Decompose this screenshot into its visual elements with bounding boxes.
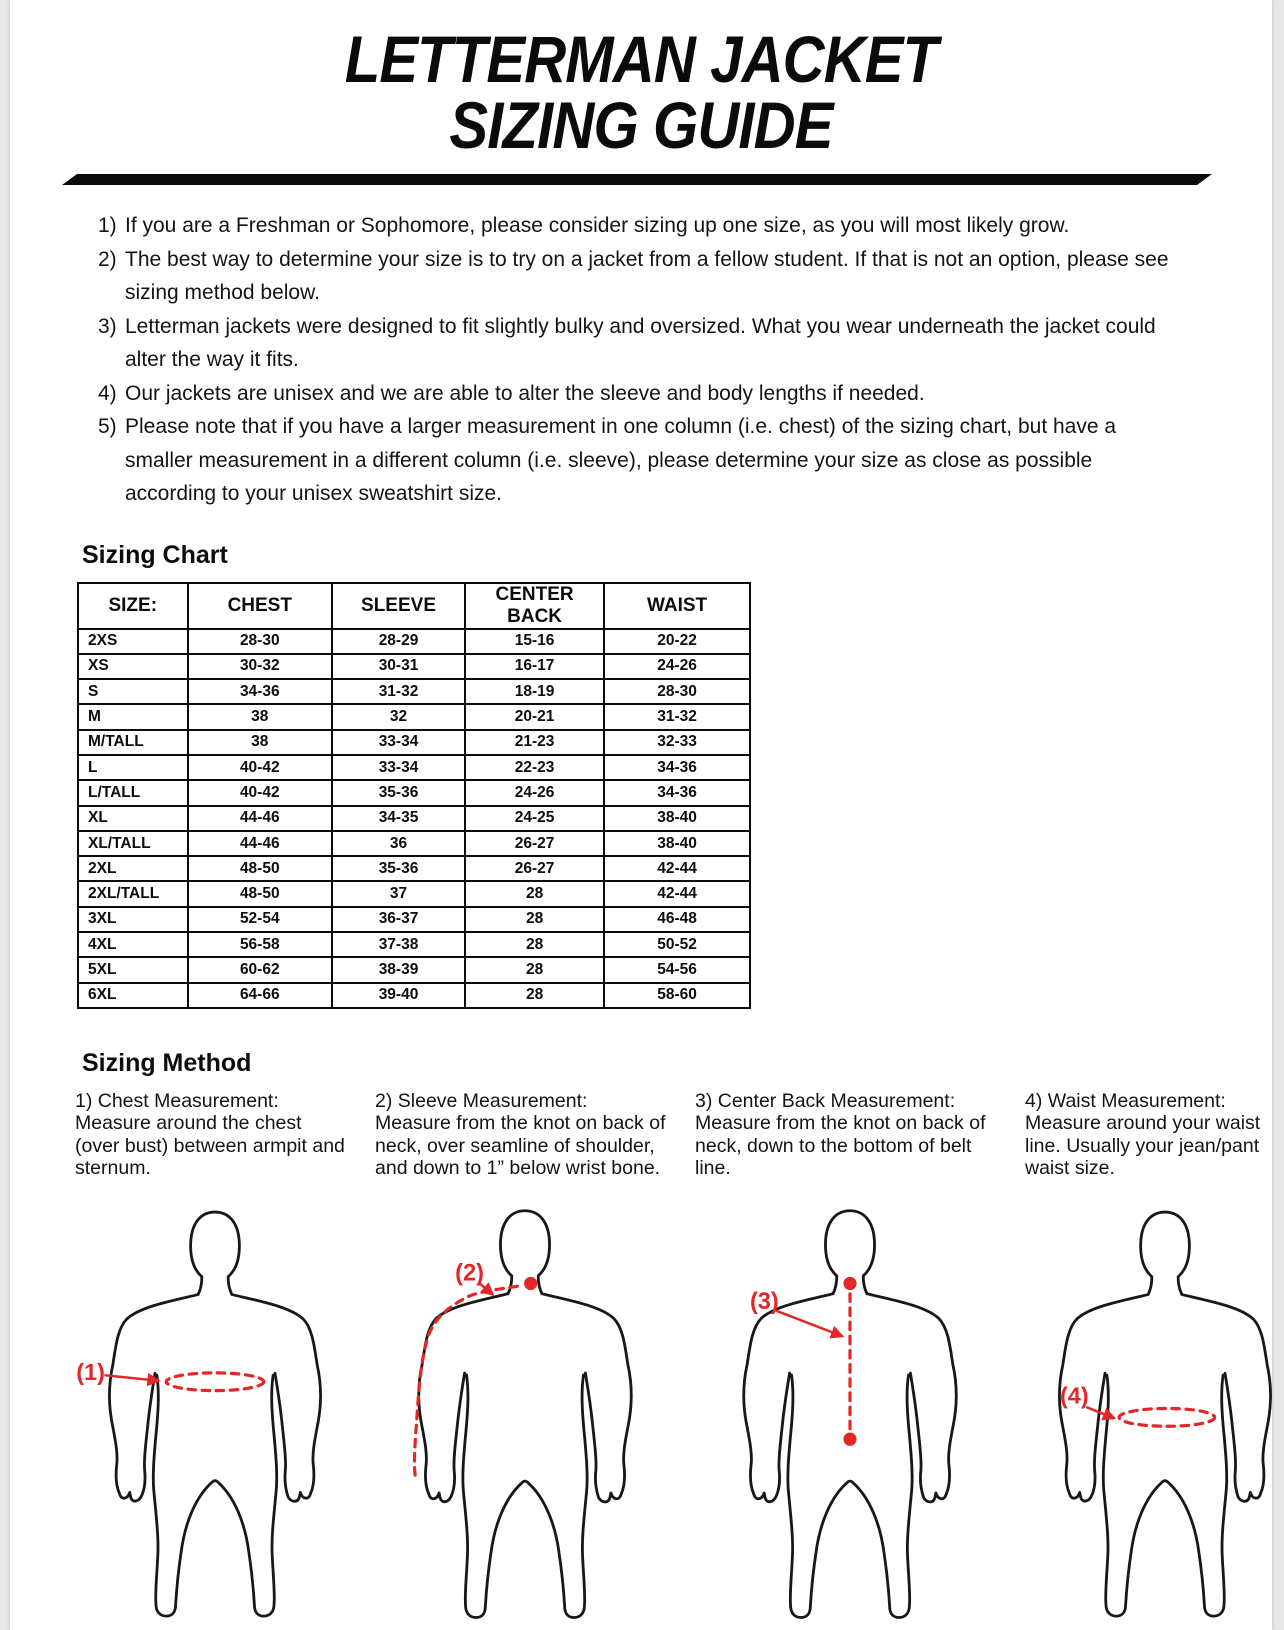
- table-cell: 38: [188, 704, 332, 729]
- table-cell: 28: [465, 957, 604, 982]
- table-cell: 28-30: [604, 679, 750, 704]
- method-item-label: 3) Center Back Measurement:: [695, 1089, 956, 1112]
- figure-waist: [1015, 1186, 1272, 1630]
- table-cell: 32: [332, 704, 465, 729]
- table-cell: 28: [465, 907, 604, 932]
- table-row: [78, 907, 750, 932]
- table-cell: 58-60: [604, 983, 750, 1008]
- table-cell: 31-32: [604, 704, 750, 729]
- body-figure-chest: [65, 1186, 365, 1630]
- method-item-chest: [65, 1090, 365, 1180]
- table-cell: 26-27: [465, 831, 604, 856]
- method-item-text: Measure around your waist line. Usually your jean/pant waist size.: [1025, 1112, 1261, 1180]
- table-cell: 15-16: [465, 629, 604, 654]
- measurement-figures: [10, 1186, 1272, 1630]
- method-item-label: 2) Sleeve Measurement:: [375, 1089, 588, 1112]
- table-row: [78, 881, 750, 906]
- note-number: 3): [98, 314, 117, 338]
- table-cell: 5XL: [78, 957, 188, 982]
- table-cell: 32-33: [604, 730, 750, 755]
- table-cell: 2XL/TALL: [78, 881, 188, 906]
- table-cell: 44-46: [188, 831, 332, 856]
- column-header-sleeve: SLEEVE: [332, 583, 465, 629]
- table-cell: 38-39: [332, 957, 465, 982]
- table-row: [78, 730, 750, 755]
- table-cell: 16-17: [465, 654, 604, 679]
- note-text: The best way to determine your size is to try on a jacket from a fellow student. If that is not an option, please see sizing method below.: [125, 247, 1169, 304]
- table-cell: 40-42: [188, 755, 332, 780]
- table-cell: 4XL: [78, 932, 188, 957]
- table-cell: 37-38: [332, 932, 465, 957]
- table-cell: 60-62: [188, 957, 332, 982]
- method-item-text: Measure from the knot on back of neck, over seamline of shoulder, and down to 1” below wrist bone.: [375, 1112, 666, 1180]
- table-row: [78, 932, 750, 957]
- table-cell: 24-26: [604, 654, 750, 679]
- table-cell: 30-32: [188, 654, 332, 679]
- figure-chest: [65, 1186, 365, 1630]
- table-cell: 56-58: [188, 932, 332, 957]
- table-cell: 34-36: [604, 755, 750, 780]
- table-cell: 22-23: [465, 755, 604, 780]
- sizing-method-heading: Sizing Method: [82, 1048, 252, 1077]
- document-page: [10, 0, 1272, 1630]
- column-header-size: SIZE:: [78, 583, 188, 629]
- column-header-waist: WAIST: [604, 583, 750, 629]
- table-cell: 3XL: [78, 907, 188, 932]
- note-text: If you are a Freshman or Sophomore, please consider sizing up one size, as you will most likely grow.: [125, 214, 1070, 237]
- table-cell: 31-32: [332, 679, 465, 704]
- method-item-text: Measure from the knot on back of neck, down to the bottom of belt line.: [695, 1112, 986, 1180]
- chest-leader-arrow: [104, 1375, 158, 1381]
- note-text: Please note that if you have a larger measurement in one column (i.e. chest) of the sizing chart, but have a smaller measurement in a different column (i.e. sleeve), please determine your size as close as possible according to your unisex sweatshirt size.: [125, 415, 1117, 505]
- table-cell: 38: [188, 730, 332, 755]
- table-row: [78, 629, 750, 654]
- sizing-chart-table: [77, 582, 751, 1009]
- table-cell: XL/TALL: [78, 831, 188, 856]
- table-cell: M: [78, 704, 188, 729]
- table-cell: M/TALL: [78, 730, 188, 755]
- table-header-row: [78, 583, 750, 629]
- figure-center-back: [685, 1186, 1015, 1630]
- table-cell: 34-36: [188, 679, 332, 704]
- note-item: [98, 377, 1183, 411]
- table-cell: 34-35: [332, 806, 465, 831]
- table-cell: 24-25: [465, 806, 604, 831]
- column-header-center-back: CENTER BACK: [465, 583, 604, 629]
- table-row: [78, 983, 750, 1008]
- table-cell: 36-37: [332, 907, 465, 932]
- title-line-1: LETTERMAN JACKET: [344, 22, 938, 96]
- figure-marker-4: (4): [1060, 1382, 1089, 1409]
- method-item-sleeve: [365, 1090, 685, 1180]
- table-cell: 33-34: [332, 730, 465, 755]
- table-cell: XL: [78, 806, 188, 831]
- table-row: [78, 755, 750, 780]
- table-cell: 52-54: [188, 907, 332, 932]
- table-row: [78, 679, 750, 704]
- table-cell: 64-66: [188, 983, 332, 1008]
- belt-line-dot: [843, 1432, 856, 1445]
- body-figure-sleeve: [374, 1186, 676, 1630]
- note-text: Letterman jackets were designed to fit slightly bulky and oversized. What you wear underneath the jacket could alter the way it fits.: [125, 314, 1156, 371]
- table-cell: 33-34: [332, 755, 465, 780]
- table-cell: 26-27: [465, 856, 604, 881]
- title-divider-rule: [62, 174, 1212, 185]
- note-number: 2): [98, 247, 117, 271]
- page-title: [10, 0, 1272, 162]
- table-cell: 24-26: [465, 780, 604, 805]
- neck-knot-dot: [843, 1277, 856, 1290]
- table-cell: 35-36: [332, 780, 465, 805]
- table-cell: 39-40: [332, 983, 465, 1008]
- table-cell: 28: [465, 881, 604, 906]
- table-cell: 20-22: [604, 629, 750, 654]
- table-cell: 36: [332, 831, 465, 856]
- table-cell: 50-52: [604, 932, 750, 957]
- table-cell: 48-50: [188, 856, 332, 881]
- table-cell: 48-50: [188, 881, 332, 906]
- method-item-center-back: [685, 1090, 1015, 1180]
- table-row: [78, 704, 750, 729]
- table-cell: 42-44: [604, 856, 750, 881]
- figure-marker-3: (3): [749, 1287, 779, 1314]
- table-cell: 2XS: [78, 629, 188, 654]
- figure-marker-2: (2): [455, 1259, 484, 1286]
- table-cell: 34-36: [604, 780, 750, 805]
- table-cell: L/TALL: [78, 780, 188, 805]
- table-cell: 37: [332, 881, 465, 906]
- table-cell: 2XL: [78, 856, 188, 881]
- table-cell: 38-40: [604, 831, 750, 856]
- method-item-waist: [1015, 1090, 1272, 1180]
- table-cell: 20-21: [465, 704, 604, 729]
- table-cell: L: [78, 755, 188, 780]
- table-cell: 28: [465, 932, 604, 957]
- table-row: [78, 831, 750, 856]
- table-cell: 6XL: [78, 983, 188, 1008]
- method-item-label: 1) Chest Measurement:: [75, 1089, 279, 1112]
- table-row: [78, 806, 750, 831]
- table-cell: 54-56: [604, 957, 750, 982]
- table-cell: 40-42: [188, 780, 332, 805]
- table-cell: 35-36: [332, 856, 465, 881]
- table-cell: 30-31: [332, 654, 465, 679]
- notes-list: [98, 209, 1183, 511]
- note-number: 4): [98, 381, 117, 405]
- note-number: 1): [98, 214, 117, 237]
- note-item: [98, 410, 1183, 511]
- note-number: 5): [98, 415, 117, 438]
- table-cell: 42-44: [604, 881, 750, 906]
- sizing-chart-heading: Sizing Chart: [82, 540, 228, 569]
- column-header-chest: CHEST: [188, 583, 332, 629]
- chest-measure-line: [166, 1373, 264, 1391]
- note-item: [98, 243, 1183, 310]
- note-text: Our jackets are unisex and we are able to alter the sleeve and body lengths if needed.: [125, 381, 925, 405]
- note-item: [98, 310, 1183, 377]
- title-line-2: SIZING GUIDE: [449, 88, 833, 162]
- table-cell: 28-29: [332, 629, 465, 654]
- table-cell: 44-46: [188, 806, 332, 831]
- figure-marker-1: (1): [76, 1358, 105, 1385]
- body-figure-center-back: [699, 1186, 1001, 1630]
- table-cell: 21-23: [465, 730, 604, 755]
- table-cell: 28: [465, 983, 604, 1008]
- waist-measure-line: [1119, 1408, 1215, 1426]
- table-row: [78, 957, 750, 982]
- center-back-leader-arrow: [776, 1311, 842, 1336]
- table-cell: 38-40: [604, 806, 750, 831]
- method-item-label: 4) Waist Measurement:: [1025, 1089, 1226, 1112]
- figure-sleeve: [365, 1186, 685, 1630]
- table-row: [78, 780, 750, 805]
- table-cell: 18-19: [465, 679, 604, 704]
- table-row: [78, 856, 750, 881]
- sizing-method-columns: [10, 1090, 1272, 1180]
- neck-knot-dot: [524, 1277, 537, 1290]
- note-item: [98, 209, 1183, 243]
- method-item-text: Measure around the chest (over bust) between armpit and sternum.: [75, 1112, 345, 1180]
- table-cell: S: [78, 679, 188, 704]
- table-cell: 46-48: [604, 907, 750, 932]
- table-body: [78, 629, 750, 1008]
- table-row: [78, 654, 750, 679]
- table-cell: XS: [78, 654, 188, 679]
- body-figure-waist: [1015, 1186, 1272, 1630]
- table-cell: 28-30: [188, 629, 332, 654]
